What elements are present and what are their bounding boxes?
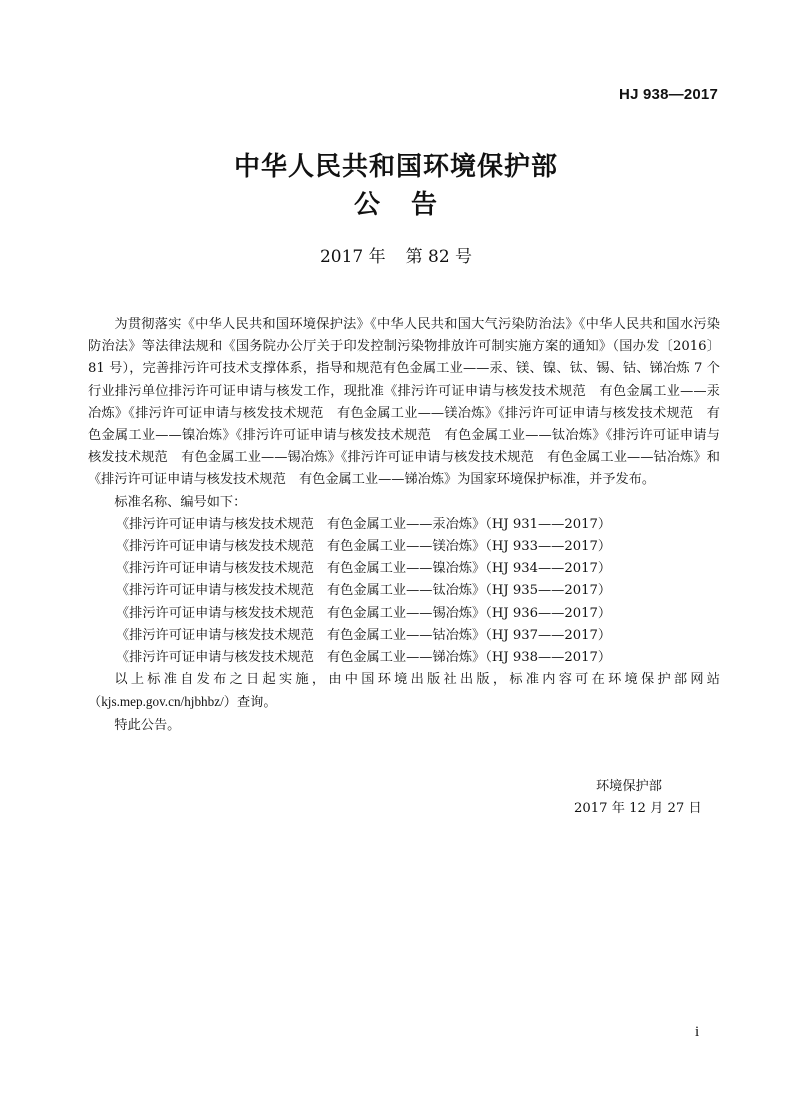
effective-prefix: 以上标准自发布之日起实施，由中国环境出版社出版，标准内容可在环境保护部网站（ [88, 672, 720, 711]
standard-item: 《排污许可证申请与核发技术规范 有色金属工业——钴冶炼》（HJ 937——2017） [116, 627, 612, 643]
standards-list-heading: 标准名称、编号如下： [114, 494, 247, 510]
website-link[interactable]: kjs.mep.gov.cn/hjbhbz/ [101, 694, 224, 710]
effective-paragraph [88, 669, 720, 714]
issue-no: 第 82 号 [405, 247, 473, 267]
issue-number [0, 242, 792, 267]
standard-item: 《排污许可证申请与核发技术规范 有色金属工业——镁冶炼》（HJ 933——2017） [116, 539, 612, 555]
intro-paragraph: 为贯彻落实《中华人民共和国环境保护法》《中华人民共和国大气污染防治法》《中华人民共和国水污染防治法》等法律法规和《国务院办公厅关于印发控制污染物排放许可制实施方案的通知》（国办发〔2016〕81 号），完善排污许可技术支撑体系，指导和规范有色金属工业——汞、镁、镍、钛、锡、钴、锑冶炼 7 个行业排污单位排污许可证申请与核发工作，现批准《排污许可证申请与核发技术规范 有色金属工业——汞冶炼》《排污许可证申请与核发技术规范 有色金属工业——镁冶炼》《排污许可证申请与核发技术规范 有色金属工业——镍冶炼》《排污许可证申请与核发技术规范 有色金属工业——钛冶炼》《排污许可证申请与核发技术规范 有色金属工业——锡冶炼》《排污许可证申请与核发技术规范 有色金属工业——钴冶炼》和《排污许可证申请与核发技术规范 有色金属工业——锑冶炼》为国家环境保护标准，并予发布。 [88, 317, 720, 488]
notice-title-char-2: 告 [411, 190, 439, 220]
issuing-authority-title: 中华人民共和国环境保护部 [233, 152, 558, 182]
document-code: HJ 938—2017 [619, 86, 718, 103]
standard-item: 《排污许可证申请与核发技术规范 有色金属工业——锑冶炼》（HJ 938——2017） [116, 650, 612, 666]
signature-block [574, 776, 702, 820]
standard-item: 《排污许可证申请与核发技术规范 有色金属工业——钛冶炼》（HJ 935——2017） [116, 583, 612, 599]
effective-suffix: ）查询。 [223, 695, 277, 711]
notice-body [88, 314, 720, 737]
standard-item: 《排污许可证申请与核发技术规范 有色金属工业——镍冶炼》（HJ 934——2017） [116, 561, 612, 577]
closing-line: 特此公告。 [114, 717, 181, 733]
signature-org: 环境保护部 [596, 779, 662, 794]
notice-title [0, 184, 792, 221]
standard-item: 《排污许可证申请与核发技术规范 有色金属工业——汞冶炼》（HJ 931——2017） [116, 516, 612, 532]
standard-item: 《排污许可证申请与核发技术规范 有色金属工业——锡冶炼》（HJ 936——2017） [116, 605, 612, 621]
signature-date: 2017 年 12 月 27 日 [574, 801, 702, 817]
page-number: i [695, 1024, 700, 1040]
issue-year: 2017 年 [319, 247, 386, 267]
notice-title-char-1: 公 [353, 190, 381, 220]
